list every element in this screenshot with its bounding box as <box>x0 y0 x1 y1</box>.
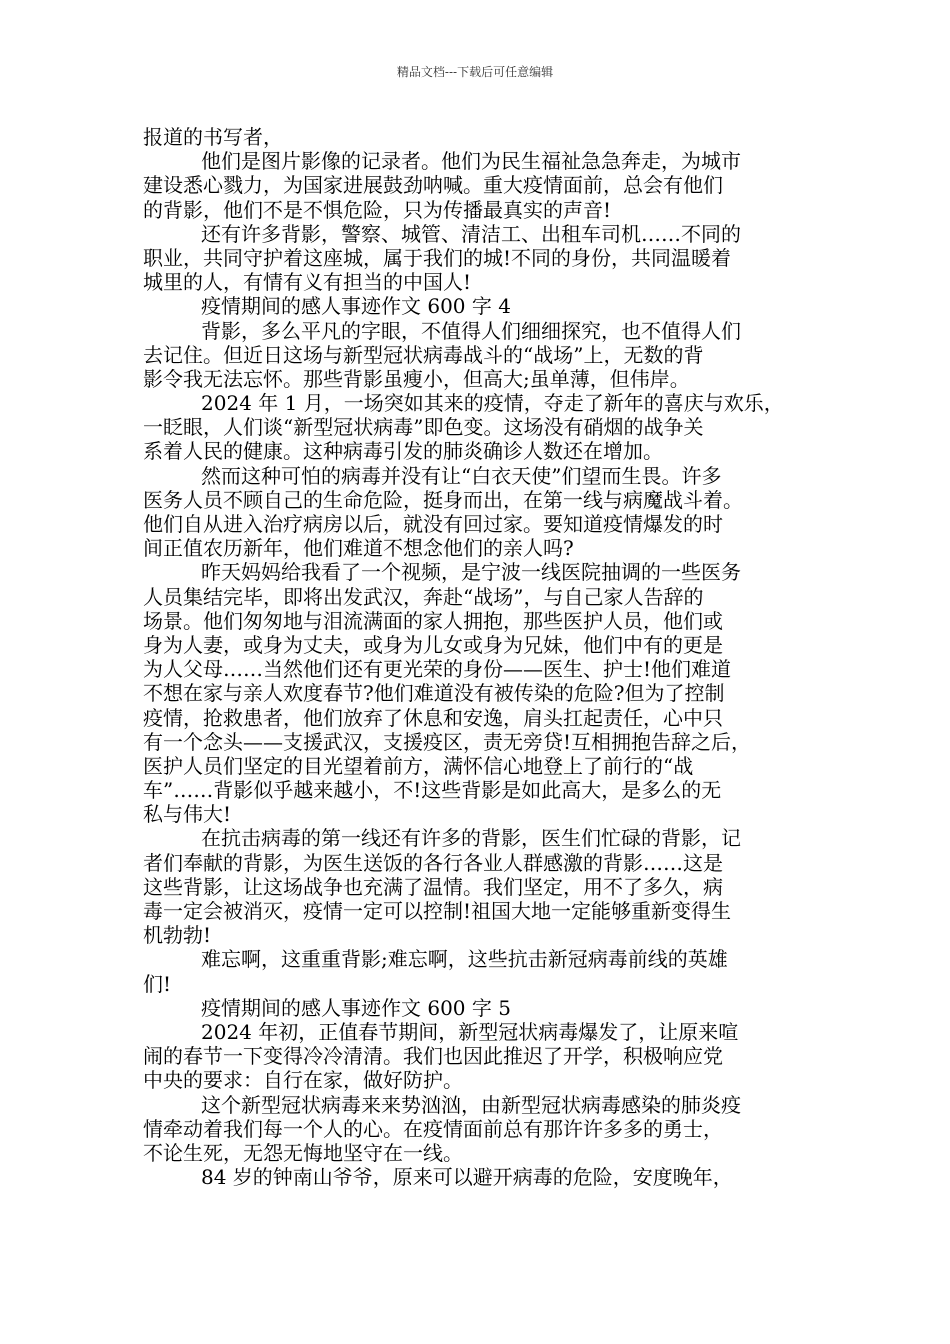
text-line: 影令我无法忘怀。那些背影虽瘦小，但高大;虽单薄，但伟岸。 <box>143 366 690 391</box>
text-line: 间正值农历新年，他们难道不想念他们的亲人吗? <box>143 536 574 561</box>
text-line: 医务人员不顾自己的生命危险，挺身而出，在第一线与病魔战斗着。 <box>143 487 743 512</box>
text-line: 们! <box>143 971 172 996</box>
text-line: 者们奉献的背影，为医生送饭的各行各业人群感激的背影……这是 <box>143 850 723 875</box>
text-line: 车”……背影似乎越来越小，不!这些背影是如此高大，是多么的无 <box>143 778 722 803</box>
text-line: 系着人民的健康。这种病毒引发的肺炎确诊人数还在增加。 <box>143 439 663 464</box>
text-line: 不想在家与亲人欢度春节?他们难道没有被传染的危险?但为了控制 <box>143 681 725 706</box>
text-line: 难忘啊，这重重背影;难忘啊，这些抗击新冠病毒前线的英雄 <box>201 947 728 972</box>
text-line: 去记住。但近日这场与新型冠状病毒战斗的“战场”上，无数的背 <box>143 342 704 367</box>
text-line: 他们自从进入治疗病房以后，就没有回过家。要知道疫情爆发的时 <box>143 512 723 536</box>
text-line: 身为人妻，或身为丈夫，或身为儿女或身为兄妹，他们中有的更是 <box>143 632 723 657</box>
text-line: 闹的春节一下变得冷冷清清。我们也因此推迟了开学，积极响应党 <box>143 1044 723 1069</box>
text-line: 疫情期间的感人事迹作文 600 字 5 <box>201 995 511 1020</box>
document-body <box>143 125 823 1189</box>
text-line: 这些背影，让这场战争也充满了温情。我们坚定，用不了多久，病 <box>143 874 723 899</box>
text-line: 报道的书写者， <box>143 125 283 149</box>
text-line: 昨天妈妈给我看了一个视频，是宁波一线医院抽调的一些医务 <box>201 560 741 585</box>
text-line: 疫情，抢救患者，他们放弃了休息和安逸，肩头扛起责任，心中只 <box>143 705 723 730</box>
text-line: 84 岁的钟南山爷爷，原来可以避开病毒的危险，安度晚年， <box>201 1165 733 1190</box>
text-line: 城里的人，有情有义有担当的中国人! <box>143 270 472 295</box>
text-line: 职业，共同守护着这座城，属于我们的城!不同的身份，共同温暖着 <box>143 245 732 270</box>
text-line: 然而这种可怕的病毒并没有让“白衣天使”们望而生畏。许多 <box>201 463 722 488</box>
text-line: 在抗击病毒的第一线还有许多的背影，医生们忙碌的背影，记 <box>201 826 741 851</box>
text-line: 疫情期间的感人事迹作文 600 字 4 <box>201 294 511 319</box>
text-line: 还有许多背影，警察、城管、清洁工、出租车司机……不同的 <box>201 221 741 246</box>
text-line: 这个新型冠状病毒来来势汹汹，由新型冠状病毒感染的肺炎疫 <box>201 1092 741 1117</box>
text-line: 人员集结完毕，即将出发武汉，奔赴“战场”，与自己家人告辞的 <box>143 584 704 609</box>
text-line: 2024 年初，正值春节期间，新型冠状病毒爆发了，让原来喧 <box>201 1019 739 1044</box>
text-line: 的背影，他们不是不惧危险，只为传播最真实的声音! <box>143 197 612 222</box>
text-line: 一眨眼，人们谈“新型冠状病毒”即色变。这场没有硝烟的战争关 <box>143 415 704 440</box>
text-line: 毒一定会被消灭，疫情一定可以控制!祖国大地一定能够重新变得生 <box>143 899 732 923</box>
text-line: 场景。他们匆匆地与泪流满面的家人拥抱，那些医护人员，他们或 <box>143 608 723 633</box>
text-line: 情牵动着我们每一个人的心。在疫情面前总有那许许多多的勇士， <box>143 1116 723 1141</box>
text-line: 背影，多么平凡的字眼，不值得人们细细探究，也不值得人们 <box>201 318 741 343</box>
text-line: 他们是图片影像的记录者。他们为民生福祉急急奔走，为城市 <box>201 149 741 174</box>
text-line: 机勃勃! <box>143 923 212 948</box>
text-line: 不论生死，无怨无悔地坚守在一线。 <box>143 1140 463 1165</box>
text-line: 医护人员们坚定的目光望着前方，满怀信心地登上了前行的“战 <box>143 753 694 778</box>
text-line: 2024 年 1 月，一场突如其来的疫情，夺走了新年的喜庆与欢乐， <box>201 391 784 416</box>
text-line: 有一个念头——支援武汉，支援疫区，责无旁贷!互相拥抱告辞之后， <box>143 729 752 754</box>
text-line: 为人父母……当然他们还有更光荣的身份——医生、护士!他们难道 <box>143 657 732 682</box>
text-line: 建设悉心戮力，为国家进展鼓劲呐喊。重大疫情面前，总会有他们 <box>143 173 723 198</box>
text-line: 私与伟大! <box>143 802 232 827</box>
text-line: 中央的要求：自行在家，做好防护。 <box>143 1068 463 1093</box>
page-header: 精品文档---下载后可任意编辑 <box>396 65 554 79</box>
